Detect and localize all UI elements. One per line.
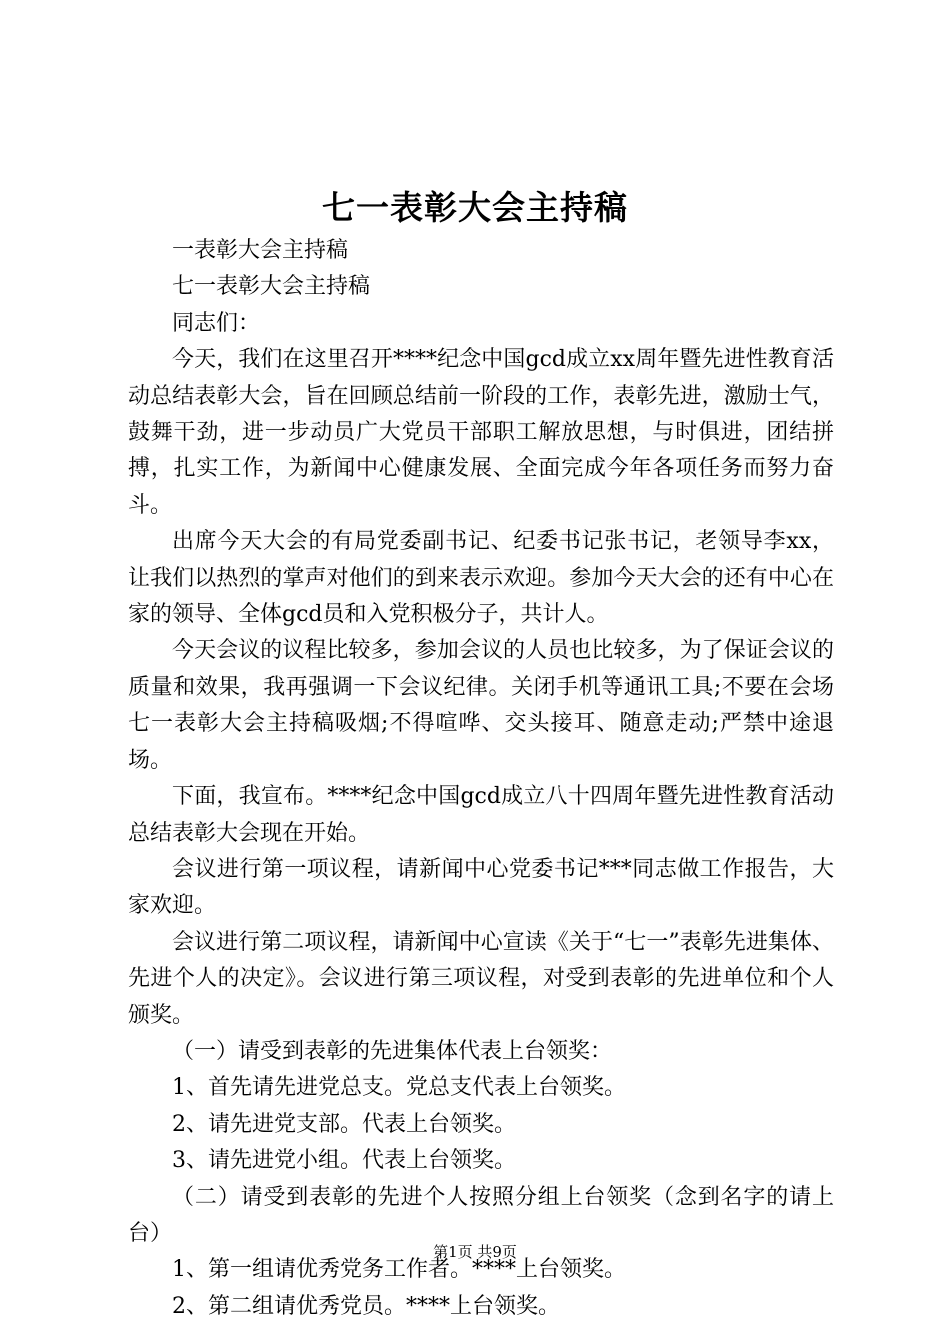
paragraph: 出席今天大会的有局党委副书记、纪委书记张书记，老领导李xx，让我们以热烈的掌声对他们的到来表示欢迎。参加今天大会的还有中心在家的领导、全体gcd员和入党积极分子，共计人。: [128, 529, 834, 628]
paragraph: 一表彰大会主持稿: [172, 238, 349, 263]
paragraph: 下面，我宣布。****纪念中国gcd成立八十四周年暨先进性教育活动总结表彰大会现在开始。: [128, 784, 834, 846]
paragraph: 会议进行第二项议程，请新闻中心宣读《关于“七一”表彰先进集体、先进个人的决定》。会议进行第三项议程，对受到表彰的先进单位和个人颁奖。: [128, 929, 834, 1028]
list-item: 3、请先进党小组。代表上台领奖。: [172, 1148, 516, 1174]
document-title: 七一表彰大会主持稿: [322, 188, 628, 227]
paragraph: 七一表彰大会主持稿: [172, 274, 371, 300]
list-item: 2、请先进党支部。代表上台领奖。: [172, 1111, 516, 1137]
paragraph: 今天会议的议程比较多，参加会议的人员也比较多，为了保证会议的质量和效果，我再强调一下会议纪律。关闭手机等通讯工具;不要在会场七一表彰大会主持稿吸烟;不得喧哗、交头接耳、随意走动;严禁中途退场。: [128, 638, 834, 773]
page-number-footer: 第1页 共9页: [433, 1243, 517, 1261]
list-heading: （一）请受到表彰的先进集体代表上台领奖：: [172, 1038, 613, 1064]
salutation: 同志们：: [172, 310, 261, 336]
list-item: 2、第二组请优秀党员。****上台领奖。: [172, 1293, 560, 1319]
list-item: 1、首先请先进党总支。党总支代表上台领奖。: [172, 1075, 626, 1101]
document-body: [128, 233, 834, 1325]
paragraph: 今天，我们在这里召开****纪念中国gcd成立xx周年暨先进性教育活动总结表彰大会，旨在回顾总结前一阶段的工作，表彰先进，激励士气，鼓舞干劲，进一步动员广大党员干部职工解放思想，与时俱进，团结拼搏，扎实工作，为新闻中心健康发展、全面完成今年各项任务而努力奋斗。: [128, 347, 834, 518]
paragraph: 会议进行第一项议程，请新闻中心党委书记***同志做工作报告，大家欢迎。: [128, 856, 834, 919]
list-item: 1、第一组请优秀党务工作者。****上台领奖。: [172, 1257, 626, 1283]
list-heading: （二）请受到表彰的先进个人按照分组上台领奖（念到名字的请上台）: [128, 1184, 834, 1246]
